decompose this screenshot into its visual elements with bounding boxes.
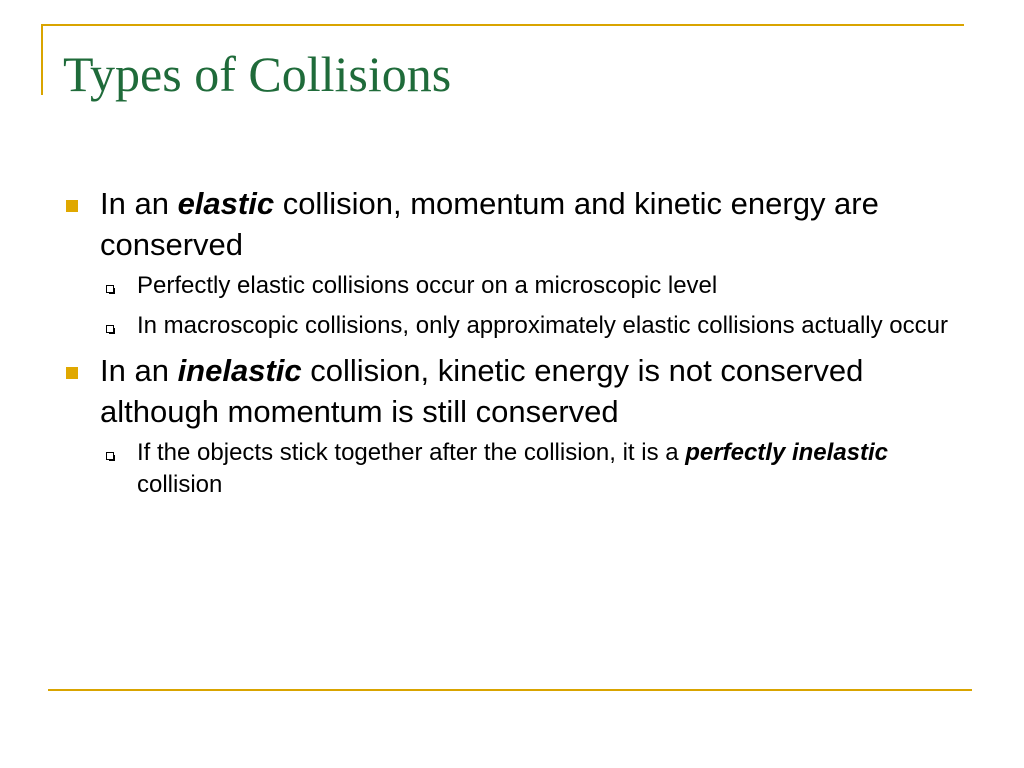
bullet-suffix: collision, momentum and kinetic energy are conserved xyxy=(100,186,879,262)
frame-left-rule xyxy=(41,24,43,95)
sub-bullet-text: In macroscopic collisions, only approximately elastic collisions actually occur xyxy=(137,312,948,339)
bullet-prefix: In an xyxy=(100,353,178,388)
square-bullet-icon xyxy=(66,200,78,212)
bullet-suffix: collision, kinetic energy is not conserved although momentum is still conserved xyxy=(100,353,864,429)
bullet-emphasis: inelastic xyxy=(177,353,302,388)
sub-bullet-emphasis: perfectly inelastic xyxy=(685,439,889,466)
sub-bullet-text: Perfectly elastic collisions occur on a microscopic level xyxy=(137,272,718,299)
frame-bottom-rule xyxy=(48,689,972,691)
square-bullet-icon xyxy=(66,367,78,379)
bullet-emphasis: elastic xyxy=(177,186,275,221)
bullet-list xyxy=(60,183,960,509)
sub-bullet-prefix: If the objects stick together after the collision, it is a xyxy=(137,439,686,466)
slide-title: Types of Collisions xyxy=(63,46,452,102)
bullet-prefix: In an xyxy=(100,186,178,221)
bullet-inelastic xyxy=(60,350,960,432)
checkbox-bullet-icon xyxy=(106,452,114,460)
bullet-elastic xyxy=(60,183,960,265)
checkbox-bullet-icon xyxy=(106,325,114,333)
frame-top-rule xyxy=(41,24,964,26)
sub-bullet-microscopic xyxy=(60,270,960,302)
checkbox-bullet-icon xyxy=(106,285,114,293)
sub-bullet-perfectly-inelastic xyxy=(60,437,960,501)
sub-bullet-suffix: collision xyxy=(137,471,223,498)
sub-bullet-macroscopic xyxy=(60,310,960,342)
